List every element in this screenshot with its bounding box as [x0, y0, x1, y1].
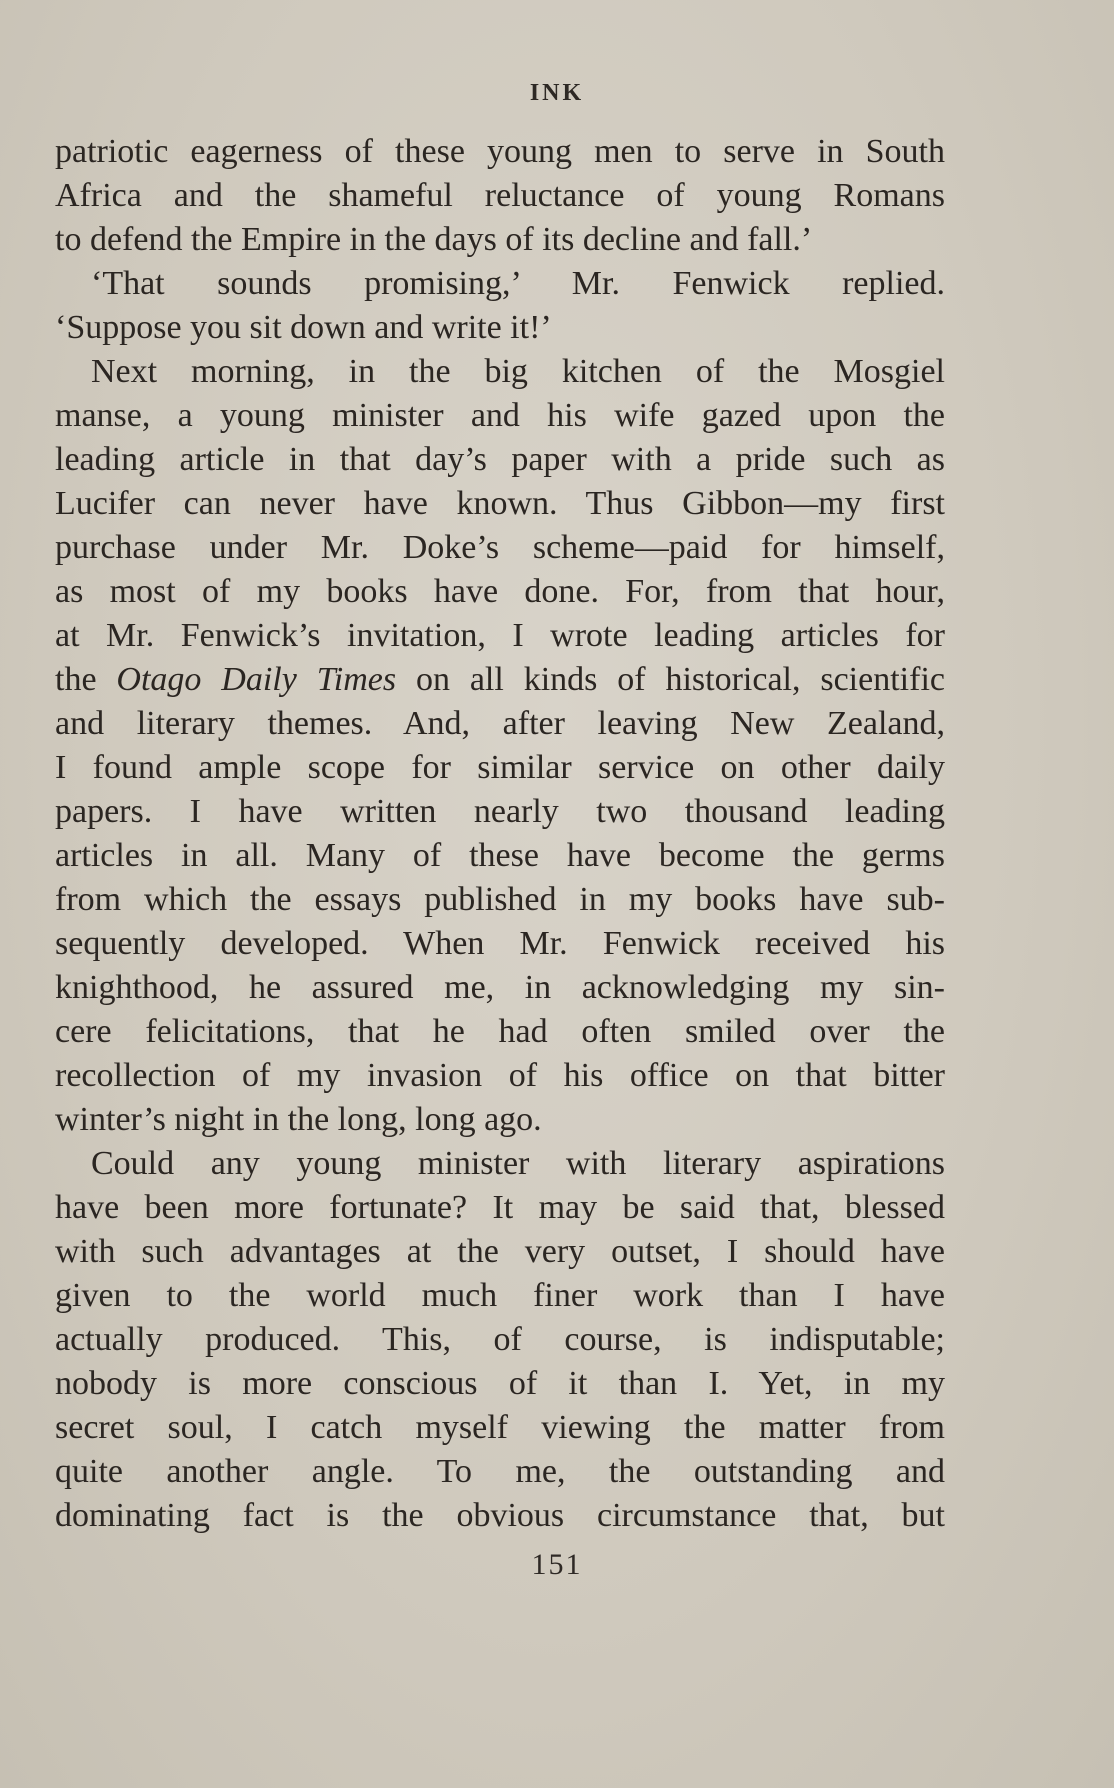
text-line: Could any young minister with literary aspirations [91, 1145, 945, 1182]
text-line: actually produced. This, of course, is indisputable; [55, 1321, 945, 1358]
text-line: dominating fact is the obvious circumstance that, but [55, 1497, 945, 1534]
text-line: manse, a young minister and his wife gazed upon the [55, 397, 945, 434]
page-number: 151 [531, 1548, 583, 1581]
text-line: from which the essays published in my books have sub- [55, 881, 945, 918]
text-line: with such advantages at the very outset, I should have [55, 1233, 945, 1270]
text-line: knighthood, he assured me, in acknowledging my sin- [55, 969, 945, 1006]
text-line: I found ample scope for similar service on other daily [55, 749, 945, 786]
text-line: secret soul, I catch myself viewing the matter from [55, 1409, 945, 1446]
text-line: patriotic eagerness of these young men to serve in South [55, 133, 945, 170]
text-line: as most of my books have done. For, from that hour, [55, 573, 945, 610]
text-line: recollection of my invasion of his office on that bitter [55, 1057, 945, 1094]
text-line: cere felicitations, that he had often smiled over the [55, 1013, 945, 1050]
text-line: quite another angle. To me, the outstanding and [55, 1453, 945, 1490]
text-line: Africa and the shameful reluctance of young Romans [55, 177, 945, 214]
text-line: ‘Suppose you sit down and write it!’ [55, 309, 552, 346]
text-line: Next morning, in the big kitchen of the Mosgiel [91, 353, 945, 390]
text-line: given to the world much finer work than I have [55, 1277, 945, 1314]
running-head: INK [529, 80, 585, 106]
text-segment: on all kinds of historical, scientific [396, 661, 945, 698]
text-line [55, 658, 945, 702]
text-line: ‘That sounds promising,’ Mr. Fenwick replied. [91, 265, 945, 302]
body-text [55, 130, 945, 1538]
text-line: Lucifer can never have known. Thus Gibbon—my first [55, 485, 945, 522]
text-line: nobody is more conscious of it than I. Yet, in my [55, 1365, 945, 1402]
text-segment: the [55, 661, 117, 698]
text-line: leading article in that day’s paper with a pride such as [55, 441, 945, 478]
text-line: papers. I have written nearly two thousand leading [55, 793, 945, 830]
text-line: sequently developed. When Mr. Fenwick received his [55, 925, 945, 962]
text-line: purchase under Mr. Doke’s scheme—paid for himself, [55, 529, 945, 566]
text-line: and literary themes. And, after leaving New Zealand, [55, 705, 945, 742]
text-line: articles in all. Many of these have become the germs [55, 837, 945, 874]
italic-title: Otago Daily Times [116, 661, 397, 698]
text-line: at Mr. Fenwick’s invitation, I wrote leading articles for [55, 617, 945, 654]
text-line: winter’s night in the long, long ago. [55, 1101, 542, 1138]
text-line: have been more fortunate? It may be said that, blessed [55, 1189, 945, 1226]
text-line: to defend the Empire in the days of its decline and fall.’ [55, 221, 813, 258]
